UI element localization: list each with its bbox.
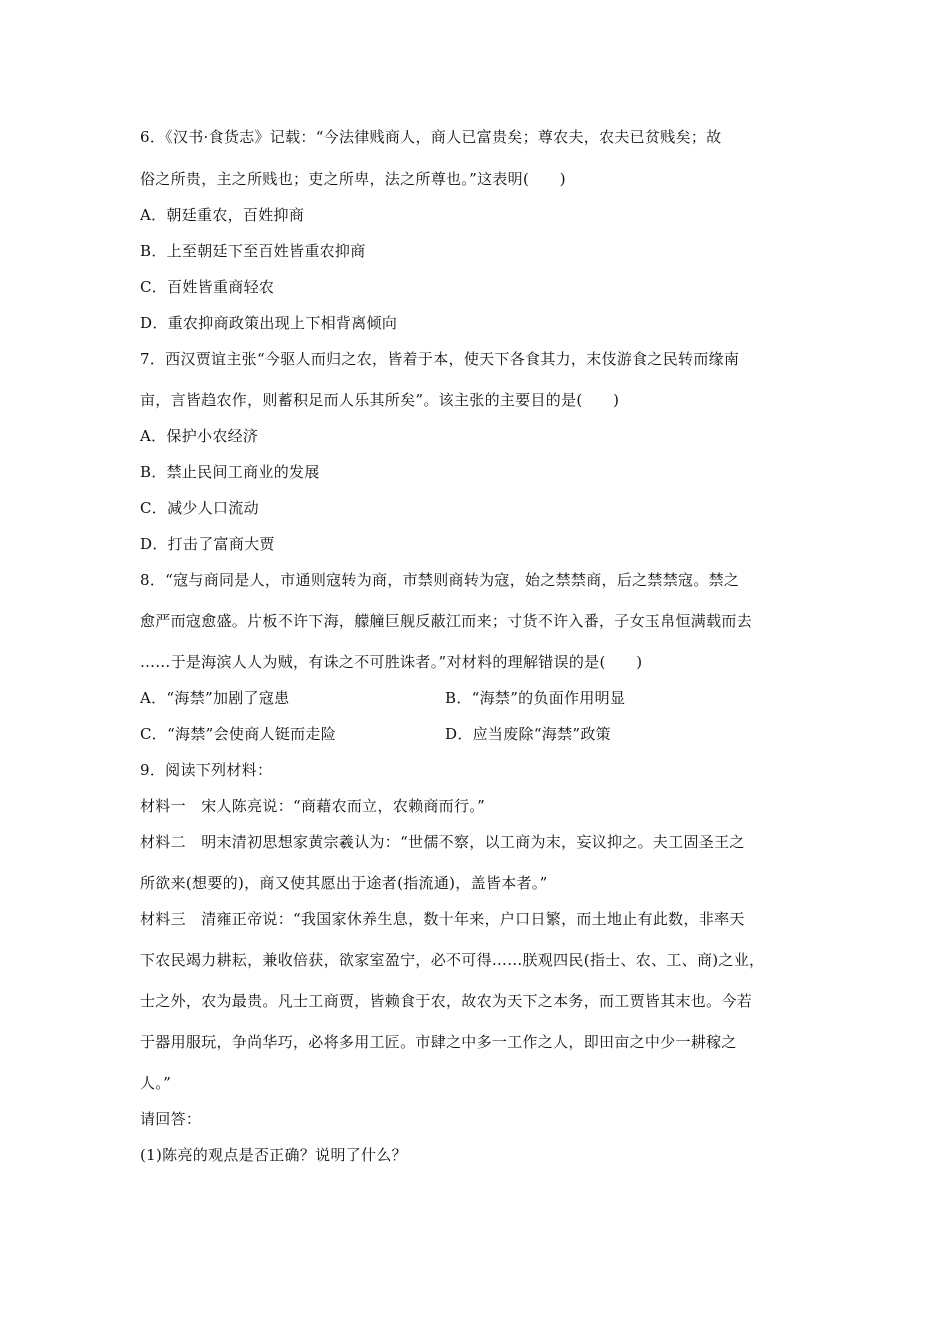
q8-stem-line1: 8．“寇与商同是人，市通则寇转为商，市禁则商转为寇，始之禁禁商，后之禁禁寇。禁之	[140, 571, 740, 589]
q8-option-c: C．“海禁”会使商人铤而走险	[140, 725, 337, 743]
q6-stem-line2: 俗之所贵，主之所贱也；吏之所卑，法之所尊也。”这表明( )	[140, 170, 566, 188]
q7-option-d: D．打击了富商大贾	[140, 535, 275, 553]
q6-stem-line1: 6．《汉书·食货志》记载：“今法律贱商人，商人已富贵矣；尊农夫，农夫已贫贱矣；故	[140, 128, 722, 146]
q8-option-a: A．“海禁”加剧了寇患	[140, 689, 290, 707]
q6-option-b: B．上至朝廷下至百姓皆重农抑商	[140, 242, 366, 260]
q7-option-c: C．减少人口流动	[140, 499, 259, 517]
q9-material3-line4: 于器用服玩，争尚华巧，必将多用工匠。市肆之中多一工作之人，即田亩之中少一耕稼之	[140, 1033, 737, 1051]
q8-stem-line3: ……于是海滨人人为贼，有诛之不可胜诛者。”对材料的理解错误的是( )	[140, 653, 643, 671]
q9-material3-line2: 下农民竭力耕耘，兼收倍获，欲家室盈宁，必不可得……朕观四民(指士、农、工、商)之业，	[140, 951, 765, 969]
q7-option-a: A．保护小农经济	[140, 427, 259, 445]
q7-option-b: B．禁止民间工商业的发展	[140, 463, 320, 481]
q9-intro: 9．阅读下列材料：	[140, 761, 273, 779]
q8-stem-line2: 愈严而寇愈盛。片板不许下海，艨艟巨舰反蔽江而来；寸货不许入番，子女玉帛恒满载而去	[140, 612, 753, 630]
q9-material3-line5: 人。”	[140, 1074, 172, 1092]
q6-option-c: C．百姓皆重商轻农	[140, 278, 275, 296]
q9-material3-line3: 士之外，农为最贵。凡士工商贾，皆赖食于农，故农为天下之本务，而工贾皆其末也。今若	[140, 992, 753, 1010]
q9-material2-line1: 材料二 明末清初思想家黄宗羲认为：“世儒不察，以工商为末，妄议抑之。夫工固圣王之	[140, 833, 745, 851]
q8-option-d: D．应当废除“海禁”政策	[445, 725, 611, 743]
q9-answer-prompt: 请回答：	[140, 1110, 202, 1128]
q9-material1: 材料一 宋人陈亮说：“商藉农而立，农赖商而行。”	[140, 797, 486, 815]
q6-option-d: D．重农抑商政策出现上下相背离倾向	[140, 314, 398, 332]
q7-stem-line1: 7．西汉贾谊主张“今驱人而归之农，皆着于本，使天下各食其力，末伎游食之民转而缘南	[140, 350, 740, 368]
q9-material2-line2: 所欲来(想要的)，商又使其愿出于途者(指流通)，盖皆本者。”	[140, 874, 548, 892]
q8-option-b: B．“海禁”的负面作用明显	[445, 689, 626, 707]
q7-stem-line2: 亩，言皆趋农作，则蓄积足而人乐其所矣”。该主张的主要目的是( )	[140, 391, 620, 409]
q6-option-a: A．朝廷重农，百姓抑商	[140, 206, 305, 224]
q9-material3-line1: 材料三 清雍正帝说：“我国家休养生息，数十年来，户口日繁，而土地止有此数，非率天	[140, 910, 745, 928]
q9-sub-question-1: (1)陈亮的观点是否正确？说明了什么？	[140, 1146, 407, 1164]
